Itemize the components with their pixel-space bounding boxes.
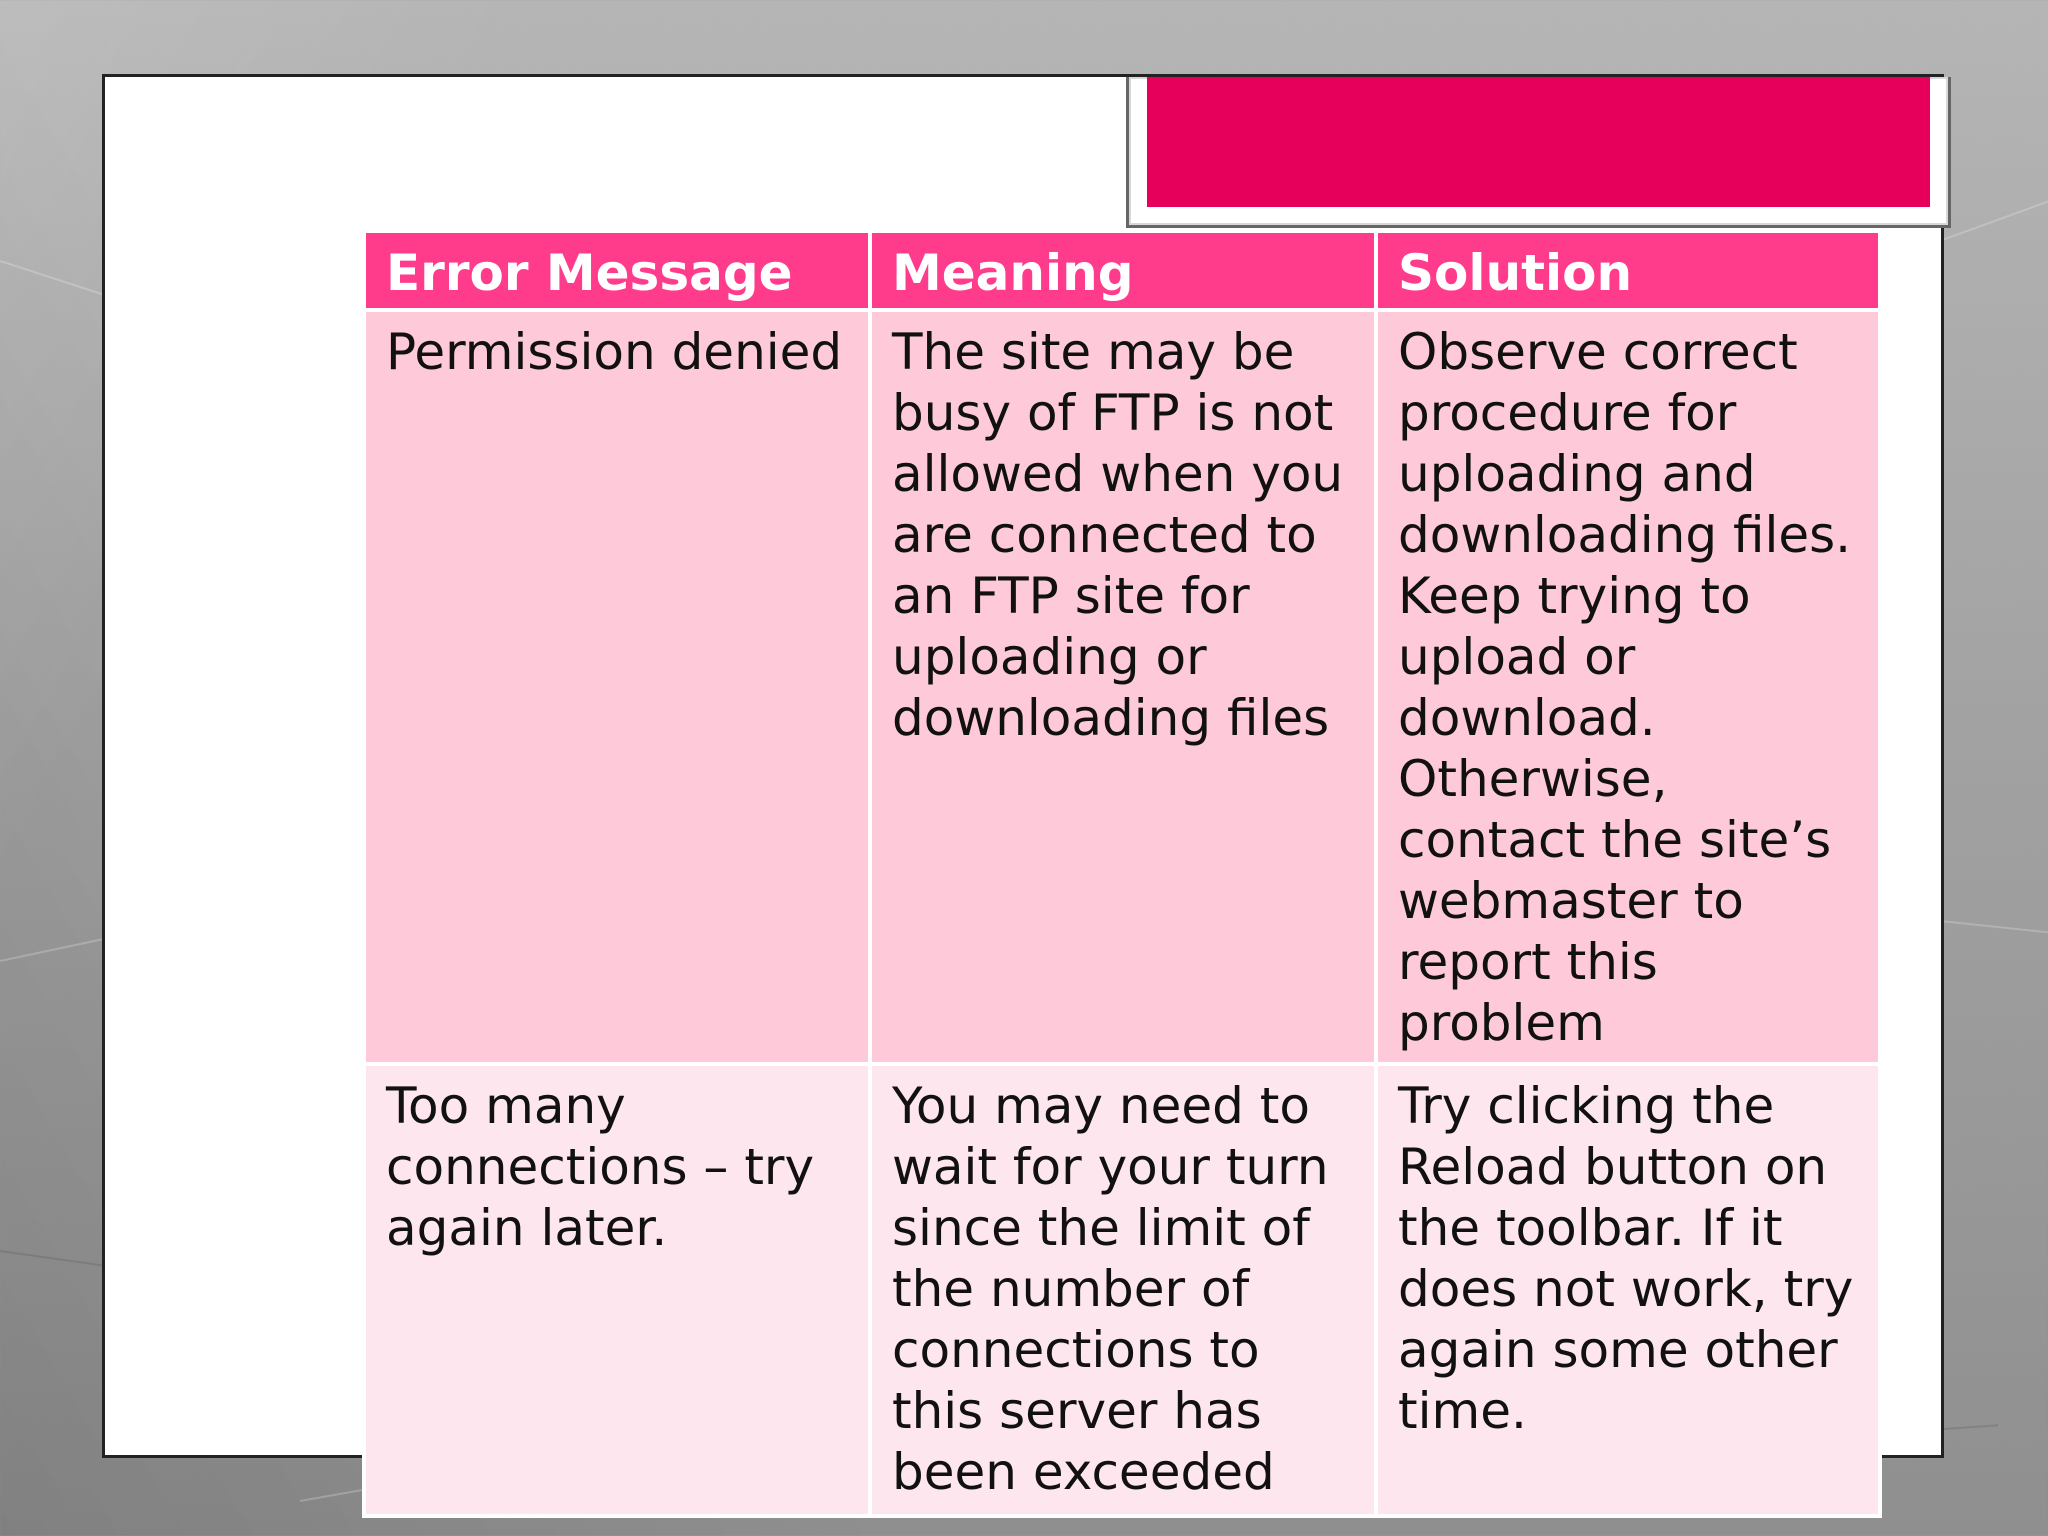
title-accent-bar <box>1147 77 1930 207</box>
table-row <box>364 310 1880 1064</box>
cell-error-message: Too many connections – try again later. <box>364 1064 870 1516</box>
table-header-row <box>364 231 1880 310</box>
cell-meaning: The site may be busy of FTP is not allowed when you are connected to an FTP site for uploading or downloading files <box>870 310 1376 1064</box>
header-meaning: Meaning <box>870 231 1376 310</box>
header-solution: Solution <box>1376 231 1880 310</box>
cell-error-message: Permission denied <box>364 310 870 1064</box>
header-error-message: Error Message <box>364 231 870 310</box>
table-row <box>364 1064 1880 1516</box>
slide <box>102 74 1944 1501</box>
cell-meaning: You may need to wait for your turn since the limit of the number of connections to this server has been exceeded <box>870 1064 1376 1516</box>
cell-solution: Observe correct procedure for uploading and downloading files. Keep trying to upload or download. Otherwise, contact the site’s webmaster to report this problem <box>1376 310 1880 1064</box>
title-placeholder <box>1126 77 1951 228</box>
error-message-table <box>362 229 1882 1518</box>
cell-solution: Try clicking the Reload button on the toolbar. If it does not work, try again some other time. <box>1376 1064 1880 1516</box>
